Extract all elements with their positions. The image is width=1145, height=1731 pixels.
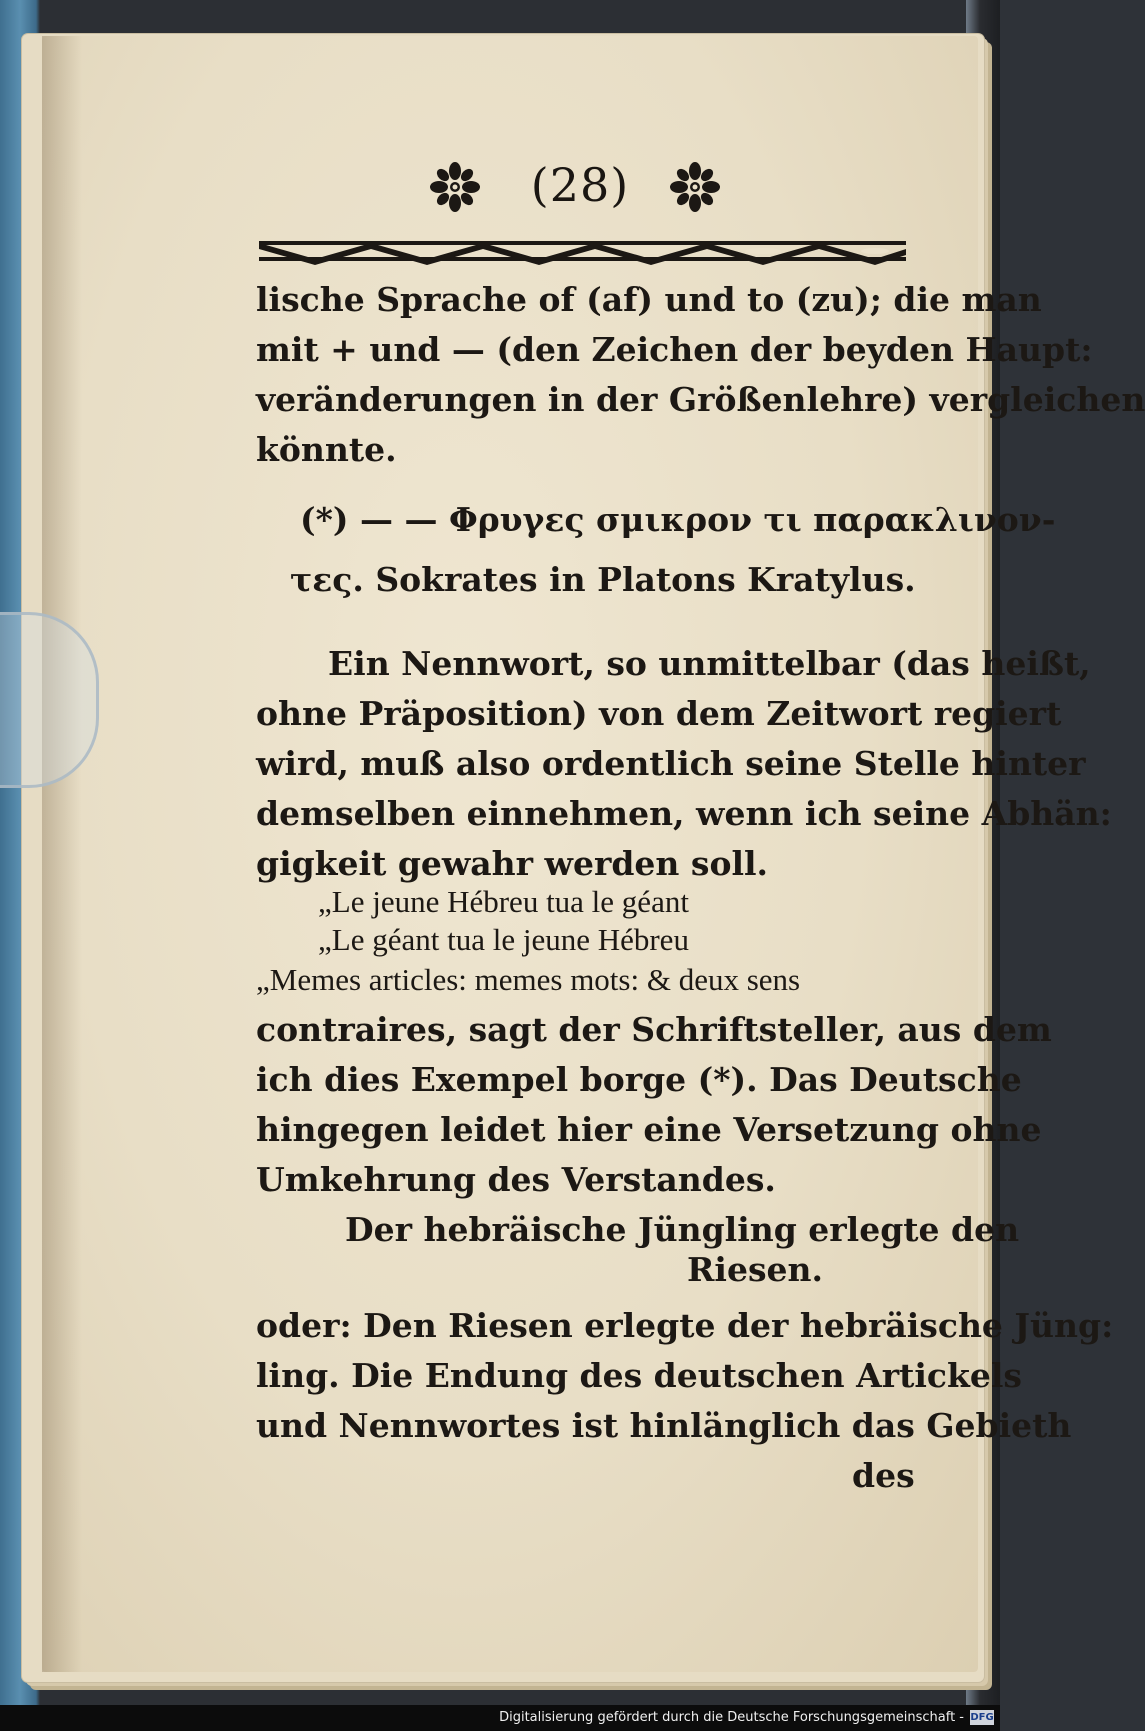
footnote-line: (*) — — Φρυγες σμικρον τι παρακλινον-: [300, 500, 1056, 539]
footer-credit: Digitalisierung gefördert durch die Deutsche Forschungsgemeinschaft -: [499, 1710, 964, 1725]
text-line: contraires, sagt der Schriftsteller, aus dem: [256, 1010, 1052, 1049]
text-line: ich dies Exempel borge (*). Das Deutsche: [256, 1060, 1022, 1099]
dfg-logo: DFG: [970, 1712, 994, 1723]
text-line: ling. Die Endung des deutschen Artickels: [256, 1356, 1022, 1395]
text-line: und Nennwortes ist hinlänglich das Gebieth: [256, 1406, 1072, 1445]
text-line: Ein Nennwort, so unmittelbar (das heißt,: [328, 644, 1091, 683]
text-line: könnte.: [256, 430, 397, 469]
footer-bar: [0, 1705, 1000, 1731]
quote-line: „Memes articles: memes mots: & deux sens: [256, 962, 801, 997]
text-line: lische Sprache of (af) und to (zu); die man: [256, 280, 1042, 319]
text-line: gigkeit gewahr werden soll.: [256, 844, 769, 883]
text-line: wird, muß also ordentlich seine Stelle hinter: [256, 744, 1086, 783]
text-line: hingegen leidet hier eine Versetzung ohne: [256, 1110, 1042, 1149]
text-line: mit + und — (den Zeichen der beyden Haupt:: [256, 330, 1093, 369]
text-line: ohne Präposition) von dem Zeitwort regiert: [256, 694, 1062, 733]
page-number: (28): [530, 158, 630, 212]
catchword: des: [852, 1456, 915, 1495]
quote-line: „Le jeune Hébreu tua le géant: [318, 884, 689, 919]
text-line: Riesen.: [687, 1250, 824, 1289]
text-line: demselben einnehmen, wenn ich seine Abhän:: [256, 794, 1112, 833]
text-line: Der hebräische Jüngling erlegte den: [345, 1210, 1020, 1249]
text-line: veränderungen in der Größenlehre) vergleichen: [256, 380, 1145, 419]
text-line: oder: Den Riesen erlegte der hebräische Jüng:: [256, 1306, 1114, 1345]
quote-line: „Le géant tua le jeune Hébreu: [318, 922, 689, 957]
footnote-line: τες. Sokrates in Platons Kratylus.: [290, 560, 916, 599]
text-line: Umkehrung des Verstandes.: [256, 1160, 776, 1199]
